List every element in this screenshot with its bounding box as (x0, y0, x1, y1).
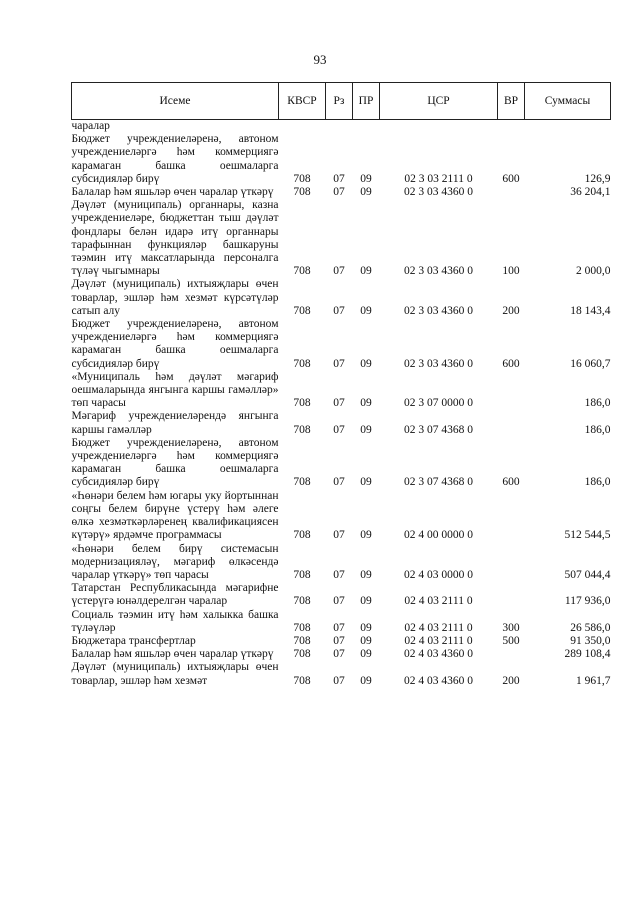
cell-vr: 200 (502, 674, 520, 687)
cell-amount: 36 204,1 (570, 186, 611, 199)
cell-kvsr (279, 120, 326, 134)
cell-rz: 07 (333, 186, 345, 199)
cell-amount: 91 350,0 (570, 634, 611, 647)
table-header (72, 83, 611, 120)
cell-csr: 02 4 03 2111 0 (404, 595, 473, 608)
cell-amount: 126,9 (584, 172, 611, 185)
cell-vr: 500 (502, 634, 520, 647)
table-row (72, 490, 611, 543)
cell-name: Балалар һәм яшьләр өчен чаралар үткәрү (71, 648, 274, 661)
cell-rz: 07 (333, 621, 345, 634)
cell-pr: 09 (360, 648, 372, 661)
cell-kvsr: 708 (293, 476, 311, 489)
cell-pr: 09 (360, 529, 372, 542)
cell-pr: 09 (360, 172, 372, 185)
cell-name: Дәүләт (муниципаль) ихтыяҗлары өчен товарлар, эшләр һәм хезмәт (71, 661, 279, 687)
cell-name: Бюджет учреждениеләренә, автоном учреждениеләргә һәм коммерциягә карамаган башка оешмаларга субсидияләр бирү (71, 436, 279, 489)
cell-vr (498, 543, 525, 583)
cell-vr: 200 (502, 304, 520, 317)
cell-amount: 186,0 (584, 476, 611, 489)
cell-rz: 07 (333, 674, 345, 687)
table-row (72, 133, 611, 186)
cell-rz: 07 (333, 648, 345, 661)
table-row (72, 661, 611, 687)
cell-name: «Һөнәри белем бирү системасын модернизацияләү, мәгариф өлкәсендә чаралар үткәрү» төп чарасы (71, 542, 279, 581)
cell-rz: 07 (333, 568, 345, 581)
cell-name: Бюджет учреждениеләренә, автоном учреждениеләргә һәм коммерциягә карамаган башка оешмаларга субсидияләр бирү (71, 133, 279, 185)
cell-rz: 07 (333, 529, 345, 542)
column-header-csr: ЦСР (380, 83, 498, 120)
cell-vr (498, 120, 525, 134)
table-row (72, 410, 611, 436)
cell-name: Бюджетара трансфертлар (71, 634, 196, 647)
table-row (72, 199, 611, 278)
cell-csr: 02 4 00 0000 0 (404, 529, 473, 542)
cell-amount: 18 143,4 (570, 304, 611, 317)
cell-amount (525, 120, 611, 134)
cell-csr (380, 120, 498, 134)
cell-rz: 07 (333, 304, 345, 317)
page-number: 93 (313, 52, 327, 67)
cell-rz: 07 (333, 172, 345, 185)
budget-table (71, 82, 611, 688)
table-row (72, 635, 611, 648)
cell-csr: 02 4 03 2111 0 (404, 634, 473, 647)
cell-csr: 02 4 03 4360 0 (404, 648, 473, 661)
table-body (72, 120, 611, 688)
cell-amount: 512 544,5 (564, 529, 611, 542)
cell-amount: 186,0 (584, 423, 611, 436)
cell-rz: 07 (333, 595, 345, 608)
cell-name: «Муниципаль һәм дәүләт мәгариф оешмаларында янгынга каршы гамәлләр» төп чарасы (71, 370, 279, 410)
cell-vr: 300 (502, 621, 520, 634)
cell-kvsr: 708 (293, 172, 311, 185)
cell-amount: 2 000,0 (576, 265, 611, 278)
cell-name: Социаль тәэмин итү һәм халыкка башка түләүләр (71, 608, 279, 634)
cell-vr (498, 410, 525, 436)
cell-rz: 07 (333, 476, 345, 489)
column-header-name: Исеме (72, 83, 279, 120)
cell-vr: 100 (502, 265, 520, 278)
cell-kvsr: 708 (293, 674, 311, 687)
cell-pr: 09 (360, 186, 372, 199)
cell-kvsr: 708 (293, 423, 311, 436)
cell-name: Дәүләт (муниципаль) ихтыяҗлары өчен товарлар, эшләр һәм хезмәт күрсәтүләр сатып алу (71, 278, 279, 317)
cell-name: «Һөнәри белем һәм югары уку йортыннан соңгы белем бирүне үстерү һәм әлеге өлкә хезмәткәрләренең квалификациясен күтәрү» ярдәмче программасы (71, 489, 279, 542)
cell-name: Мәгариф учреждениеләрендә янгынга каршы гамәлләр (71, 410, 279, 436)
cell-pr: 09 (360, 397, 372, 410)
cell-name: Татарстан Республикасында мәгарифне үстерүгә юнәлдерелгән чаралар (71, 582, 279, 608)
cell-kvsr: 708 (293, 568, 311, 581)
cell-name: Дәүләт (муниципаль) органнары, казна учреждениеләре, бюджеттан тыш дәүләт фондлары белән идарә итү органнары тарафыннан функцияләр башкаруны тәэмин итү максатларында персоналга түләү чыгымнары (71, 199, 279, 278)
cell-pr: 09 (360, 568, 372, 581)
cell-kvsr: 708 (293, 357, 311, 370)
cell-rz: 07 (333, 423, 345, 436)
cell-pr: 09 (360, 304, 372, 317)
cell-kvsr: 708 (293, 397, 311, 410)
cell-kvsr: 708 (293, 621, 311, 634)
cell-pr: 09 (360, 265, 372, 278)
cell-amount: 507 044,4 (564, 568, 611, 581)
table-row (72, 120, 611, 134)
table-row (72, 186, 611, 199)
cell-csr: 02 4 03 0000 0 (404, 568, 473, 581)
cell-rz: 07 (333, 397, 345, 410)
cell-vr: 600 (502, 172, 520, 185)
cell-csr: 02 3 03 4360 0 (404, 304, 473, 317)
cell-pr: 09 (360, 476, 372, 489)
table-row (72, 318, 611, 371)
cell-kvsr: 708 (293, 265, 311, 278)
cell-pr: 09 (360, 674, 372, 687)
cell-kvsr: 708 (293, 595, 311, 608)
cell-name: Бюджет учреждениеләренә, автоном учреждениеләргә һәм коммерциягә карамаган башка оешмаларга субсидияләр бирү (71, 318, 279, 370)
cell-name: Балалар һәм яшьләр өчен чаралар үткәрү (71, 186, 274, 199)
cell-csr: 02 4 03 2111 0 (404, 621, 473, 634)
cell-vr (498, 371, 525, 411)
cell-vr (498, 582, 525, 608)
cell-vr (498, 648, 525, 661)
cell-amount: 117 936,0 (564, 595, 611, 608)
cell-csr: 02 3 07 4368 0 (404, 423, 473, 436)
column-header-rz: Рз (326, 83, 353, 120)
cell-csr: 02 3 03 2111 0 (404, 172, 473, 185)
cell-vr: 600 (502, 476, 520, 489)
cell-rz: 07 (333, 265, 345, 278)
cell-csr: 02 3 03 4360 0 (404, 265, 473, 278)
cell-kvsr: 708 (293, 304, 311, 317)
cell-vr: 600 (502, 357, 520, 370)
cell-rz: 07 (333, 357, 345, 370)
column-header-vr: ВР (498, 83, 525, 120)
cell-kvsr: 708 (293, 186, 311, 199)
cell-pr: 09 (360, 634, 372, 647)
cell-kvsr: 708 (293, 648, 311, 661)
table-row (72, 371, 611, 411)
cell-rz: 07 (333, 634, 345, 647)
cell-vr (498, 490, 525, 543)
table-row (72, 609, 611, 635)
cell-amount: 16 060,7 (570, 357, 611, 370)
cell-amount: 1 961,7 (576, 674, 611, 687)
table-row (72, 278, 611, 318)
column-header-pr: ПР (353, 83, 380, 120)
cell-pr: 09 (360, 357, 372, 370)
cell-rz (326, 120, 353, 134)
cell-kvsr: 708 (293, 634, 311, 647)
cell-name: чаралар (71, 120, 110, 132)
cell-csr: 02 3 03 4360 0 (404, 186, 473, 199)
table-row (72, 648, 611, 661)
table-row (72, 437, 611, 490)
cell-amount: 289 108,4 (564, 648, 611, 661)
cell-csr: 02 4 03 4360 0 (404, 674, 473, 687)
cell-amount: 186,0 (584, 397, 611, 410)
cell-kvsr: 708 (293, 529, 311, 542)
cell-pr: 09 (360, 621, 372, 634)
column-header-amount: Суммасы (525, 83, 611, 120)
cell-csr: 02 3 07 0000 0 (404, 397, 473, 410)
cell-pr: 09 (360, 423, 372, 436)
cell-amount: 26 586,0 (570, 621, 611, 634)
cell-vr (498, 186, 525, 199)
cell-csr: 02 3 07 4368 0 (404, 476, 473, 489)
cell-pr (353, 120, 380, 134)
column-header-kvsr: КВСР (279, 83, 326, 120)
cell-csr: 02 3 03 4360 0 (404, 357, 473, 370)
cell-pr: 09 (360, 595, 372, 608)
table-row (72, 582, 611, 608)
table-row (72, 543, 611, 583)
